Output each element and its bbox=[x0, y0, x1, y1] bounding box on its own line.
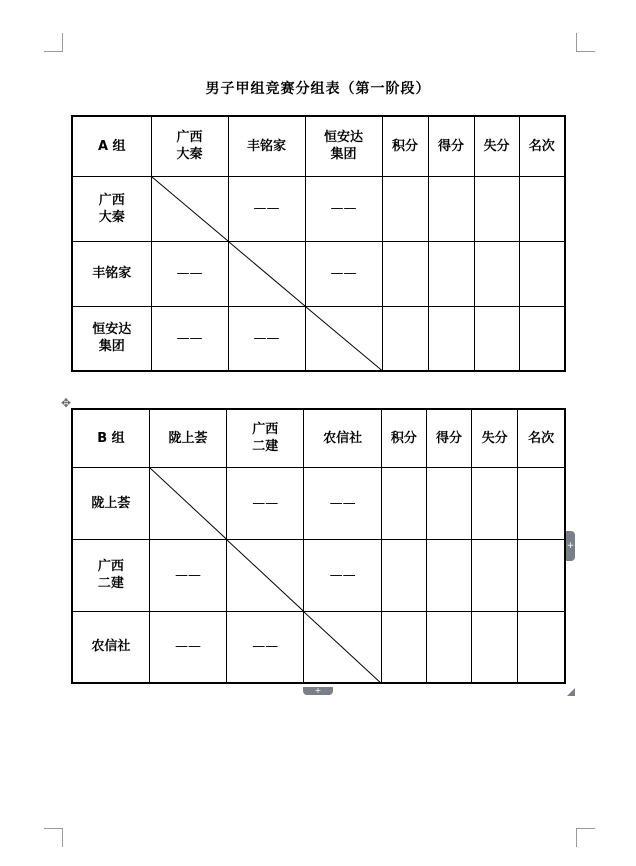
team-cell[interactable]: 陇上荟 bbox=[72, 467, 149, 539]
diagonal-cell[interactable] bbox=[304, 611, 381, 683]
diagonal-cell[interactable] bbox=[228, 241, 305, 306]
score-cell[interactable]: —— bbox=[227, 467, 304, 539]
header-cell[interactable]: 失分 bbox=[472, 409, 518, 467]
scored-cell[interactable] bbox=[428, 176, 474, 241]
points-cell[interactable] bbox=[381, 611, 426, 683]
conceded-cell[interactable] bbox=[472, 467, 518, 539]
rank-cell[interactable] bbox=[519, 306, 565, 371]
score-cell[interactable]: —— bbox=[305, 176, 382, 241]
header-cell[interactable]: 积分 bbox=[382, 116, 428, 176]
table-row bbox=[72, 241, 565, 306]
margin-corner-bottom-right bbox=[576, 828, 595, 847]
header-cell[interactable]: 名次 bbox=[519, 116, 565, 176]
table-row bbox=[72, 611, 565, 683]
add-row-button[interactable] bbox=[303, 687, 333, 695]
margin-corner-top-right bbox=[576, 33, 595, 52]
team-cell[interactable]: 广西 二建 bbox=[72, 539, 149, 611]
conceded-cell[interactable] bbox=[474, 306, 519, 371]
header-line: 广西 二建 bbox=[252, 422, 279, 455]
group-a-table[interactable] bbox=[71, 115, 566, 372]
points-cell[interactable] bbox=[382, 176, 428, 241]
score-cell[interactable]: —— bbox=[149, 539, 226, 611]
header-cell[interactable] bbox=[227, 409, 304, 467]
header-cell[interactable]: A 组 bbox=[72, 116, 151, 176]
conceded-cell[interactable] bbox=[472, 539, 518, 611]
table-row bbox=[72, 176, 565, 241]
scored-cell[interactable] bbox=[426, 467, 471, 539]
header-cell[interactable]: B 组 bbox=[72, 409, 149, 467]
table-header-row bbox=[72, 116, 565, 176]
table-row bbox=[72, 539, 565, 611]
header-cell[interactable]: 失分 bbox=[474, 116, 519, 176]
rank-cell[interactable] bbox=[518, 611, 565, 683]
move-icon[interactable]: ✥ bbox=[61, 396, 72, 410]
team-cell[interactable]: 恒安达 集团 bbox=[72, 306, 151, 371]
diagonal-cell[interactable] bbox=[227, 539, 304, 611]
add-column-button[interactable] bbox=[566, 531, 575, 561]
team-cell[interactable]: 广西 大秦 bbox=[72, 176, 151, 241]
resize-icon[interactable] bbox=[567, 688, 575, 696]
plus-icon: + bbox=[566, 541, 575, 551]
team-cell[interactable]: 农信社 bbox=[72, 611, 149, 683]
score-cell[interactable]: —— bbox=[227, 611, 304, 683]
points-cell[interactable] bbox=[381, 539, 426, 611]
points-cell[interactable] bbox=[382, 241, 428, 306]
conceded-cell[interactable] bbox=[472, 611, 518, 683]
scored-cell[interactable] bbox=[428, 306, 474, 371]
header-cell[interactable]: 得分 bbox=[426, 409, 471, 467]
table-header-row bbox=[72, 409, 565, 467]
header-cell[interactable]: 丰铭家 bbox=[228, 116, 305, 176]
header-cell[interactable] bbox=[305, 116, 382, 176]
score-cell[interactable]: —— bbox=[228, 306, 305, 371]
header-cell[interactable]: 陇上荟 bbox=[149, 409, 226, 467]
team-cell[interactable]: 丰铭家 bbox=[72, 241, 151, 306]
scored-cell[interactable] bbox=[426, 539, 471, 611]
plus-icon: + bbox=[314, 686, 322, 695]
score-cell[interactable]: —— bbox=[305, 241, 382, 306]
rank-cell[interactable] bbox=[518, 467, 565, 539]
score-cell[interactable]: —— bbox=[304, 467, 381, 539]
score-cell[interactable]: —— bbox=[151, 241, 228, 306]
header-cell[interactable]: 得分 bbox=[428, 116, 474, 176]
group-b-table[interactable] bbox=[71, 408, 566, 684]
rank-cell[interactable] bbox=[519, 241, 565, 306]
header-cell[interactable] bbox=[151, 116, 228, 176]
score-cell[interactable]: —— bbox=[151, 306, 228, 371]
margin-corner-top-left bbox=[44, 33, 63, 52]
header-cell[interactable]: 名次 bbox=[518, 409, 565, 467]
conceded-cell[interactable] bbox=[474, 176, 519, 241]
diagonal-cell[interactable] bbox=[149, 467, 226, 539]
header-cell[interactable]: 积分 bbox=[381, 409, 426, 467]
margin-corner-bottom-left bbox=[44, 828, 63, 847]
header-line: 恒安达 集团 bbox=[323, 130, 363, 163]
score-cell[interactable]: —— bbox=[304, 539, 381, 611]
table-row bbox=[72, 467, 565, 539]
conceded-cell[interactable] bbox=[474, 241, 519, 306]
document-title: 男子甲组竞赛分组表（第一阶段） bbox=[205, 81, 431, 97]
header-cell[interactable]: 农信社 bbox=[304, 409, 381, 467]
rank-cell[interactable] bbox=[518, 539, 565, 611]
points-cell[interactable] bbox=[381, 467, 426, 539]
rank-cell[interactable] bbox=[519, 176, 565, 241]
score-cell[interactable]: —— bbox=[228, 176, 305, 241]
score-cell[interactable]: —— bbox=[149, 611, 226, 683]
header-line: 广西 大秦 bbox=[176, 130, 203, 163]
scored-cell[interactable] bbox=[428, 241, 474, 306]
points-cell[interactable] bbox=[382, 306, 428, 371]
diagonal-cell[interactable] bbox=[151, 176, 228, 241]
diagonal-cell[interactable] bbox=[305, 306, 382, 371]
scored-cell[interactable] bbox=[426, 611, 471, 683]
table-row bbox=[72, 306, 565, 371]
